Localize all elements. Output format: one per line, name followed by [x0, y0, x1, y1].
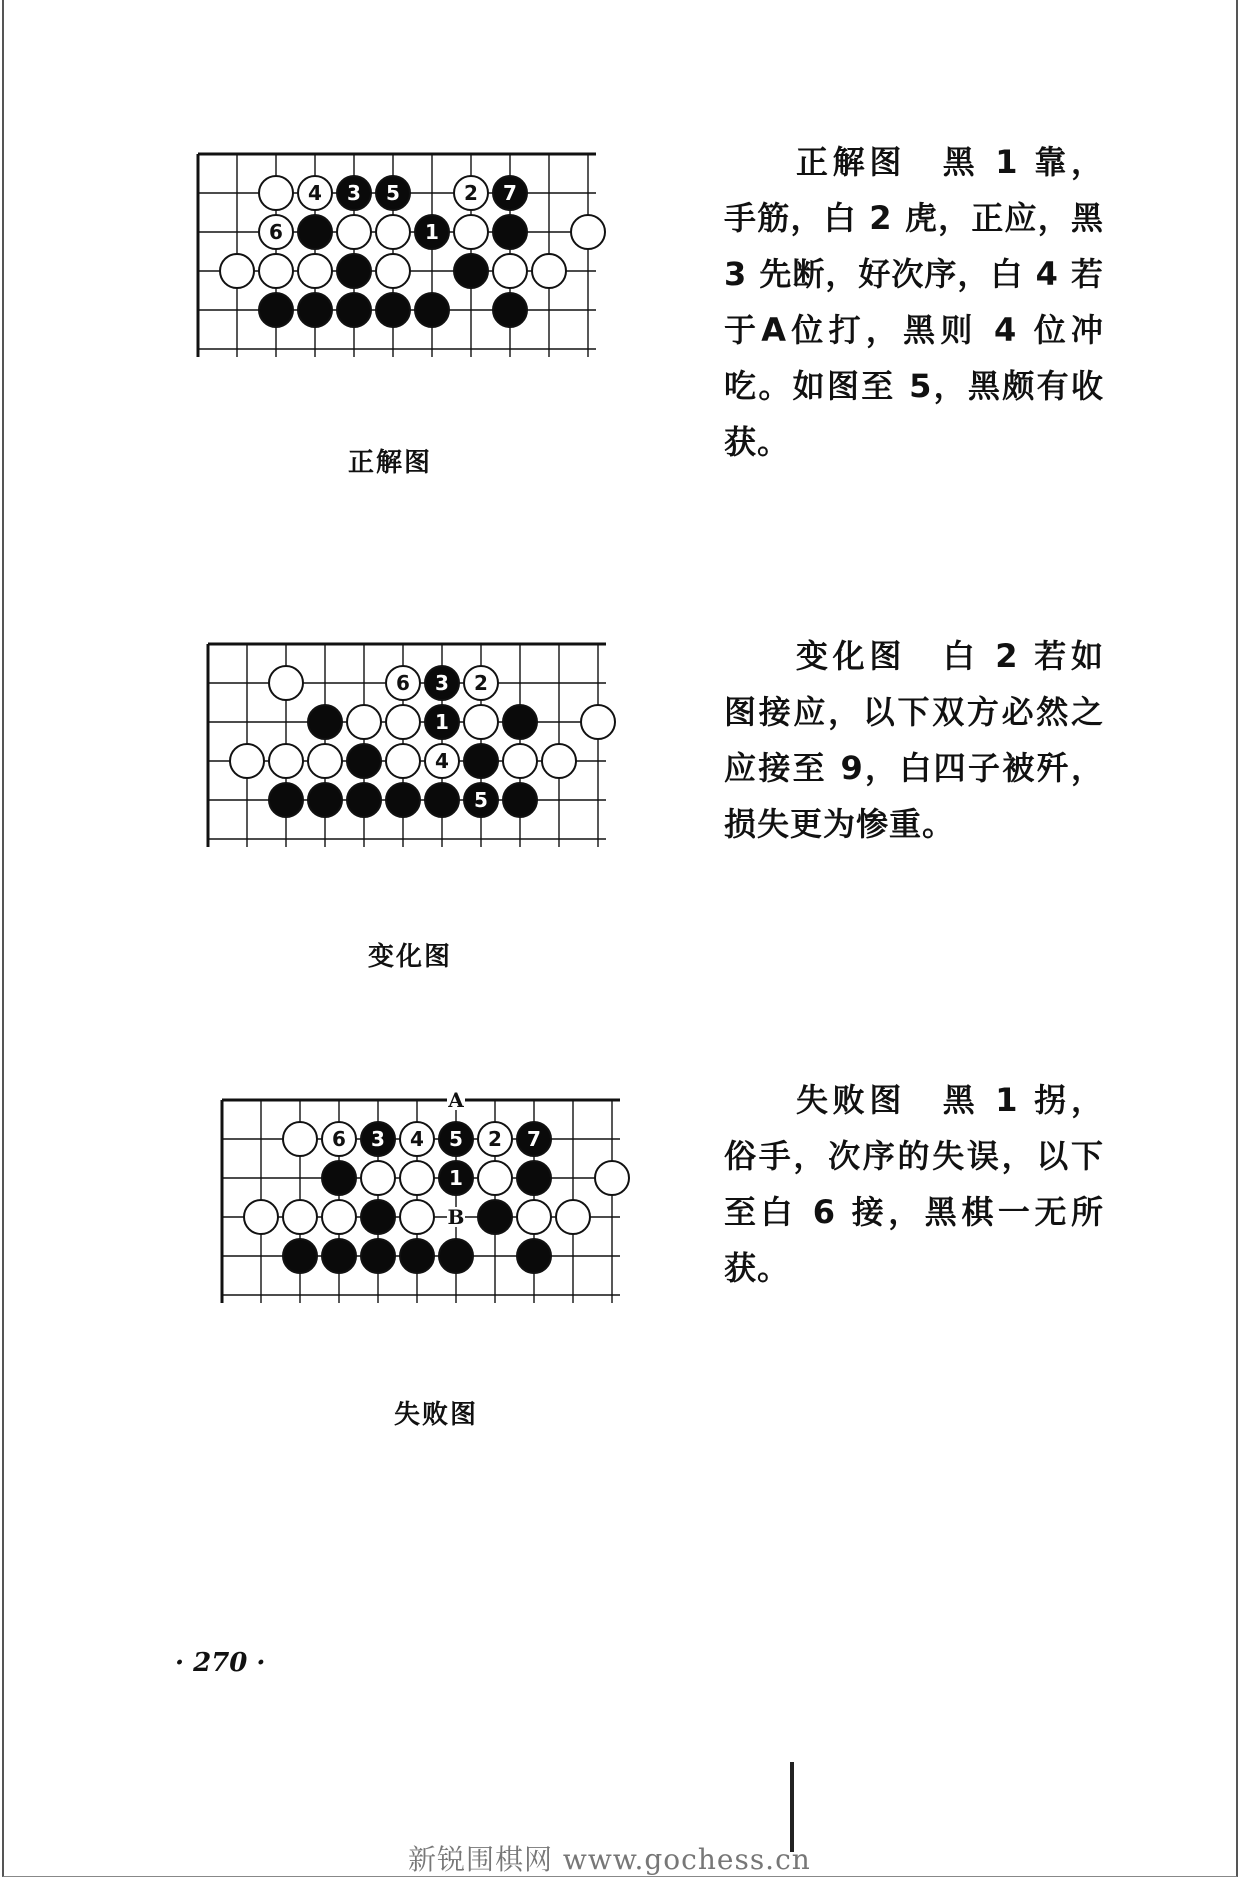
explanation-variation: 变化图 白 2 若如图接应，以下双方必然之应接至 9，白四子被歼，损失更为惨重。 — [724, 637, 1104, 843]
black-stone — [322, 1239, 356, 1273]
black-stone — [478, 1200, 512, 1234]
white-stone — [581, 705, 615, 739]
white-stone — [386, 705, 420, 739]
black-stone — [464, 744, 498, 778]
white-stone — [571, 215, 605, 249]
white-stone — [361, 1161, 395, 1195]
black-stone — [517, 1161, 551, 1195]
black-stone — [347, 744, 381, 778]
white-stone — [259, 254, 293, 288]
black-stone — [503, 783, 537, 817]
white-stone — [478, 1161, 512, 1195]
white-stone — [376, 215, 410, 249]
white-stone — [308, 744, 342, 778]
white-stone — [220, 254, 254, 288]
black-stone — [361, 1200, 395, 1234]
black-stone — [361, 1239, 395, 1273]
stone-move-number: 6 — [332, 1127, 346, 1151]
black-stone — [308, 783, 342, 817]
white-stone — [542, 744, 576, 778]
black-stone — [347, 783, 381, 817]
black-stone — [322, 1161, 356, 1195]
black-stone — [400, 1239, 434, 1273]
black-stone — [517, 1239, 551, 1273]
white-stone — [298, 254, 332, 288]
white-stone — [269, 666, 303, 700]
white-stone — [464, 705, 498, 739]
black-stone — [376, 293, 410, 327]
black-stone — [415, 293, 449, 327]
diagram-caption-failure: 失败图 — [394, 1400, 479, 1430]
black-stone — [308, 705, 342, 739]
black-stone — [259, 293, 293, 327]
white-stone — [337, 215, 371, 249]
stone-move-number: 7 — [503, 181, 517, 205]
go-board-svg-2 — [206, 640, 626, 900]
black-stone — [337, 293, 371, 327]
white-stone — [283, 1200, 317, 1234]
black-stone — [493, 215, 527, 249]
white-stone — [322, 1200, 356, 1234]
go-board-svg-3 — [220, 1088, 640, 1356]
stone-move-number: 6 — [269, 220, 283, 244]
watermark: 新锐围棋网 www.gochess.cn — [408, 1843, 811, 1876]
diagram-caption-variation: 变化图 — [368, 942, 453, 972]
black-stone — [269, 783, 303, 817]
white-stone — [503, 744, 537, 778]
black-stone — [337, 254, 371, 288]
stone-move-number: 2 — [488, 1127, 502, 1151]
white-stone — [400, 1161, 434, 1195]
stone-move-number: 4 — [435, 749, 449, 773]
white-stone — [230, 744, 264, 778]
white-stone — [556, 1200, 590, 1234]
black-stone — [283, 1239, 317, 1273]
stone-move-number: 1 — [449, 1166, 463, 1190]
stone-move-number: 2 — [464, 181, 478, 205]
white-stone — [283, 1122, 317, 1156]
stone-move-number: 2 — [474, 671, 488, 695]
stone-move-number: 1 — [435, 710, 449, 734]
stone-move-number: 3 — [371, 1127, 385, 1151]
white-stone — [493, 254, 527, 288]
white-stone — [532, 254, 566, 288]
black-stone — [298, 215, 332, 249]
diagram-caption-correct: 正解图 — [348, 448, 433, 478]
go-diagram-failure — [220, 1088, 640, 1356]
go-diagram-correct — [196, 150, 616, 410]
stone-move-number: 4 — [410, 1127, 424, 1151]
white-stone — [517, 1200, 551, 1234]
black-stone — [386, 783, 420, 817]
white-stone — [376, 254, 410, 288]
black-stone — [454, 254, 488, 288]
stone-move-number: 4 — [308, 181, 322, 205]
go-board-svg-1 — [196, 150, 616, 410]
stone-move-number: 5 — [386, 181, 400, 205]
stone-move-number: 5 — [449, 1127, 463, 1151]
stone-move-number: 7 — [527, 1127, 541, 1151]
black-stone — [298, 293, 332, 327]
stone-move-number: 3 — [435, 671, 449, 695]
stone-move-number: 6 — [396, 671, 410, 695]
black-stone — [493, 293, 527, 327]
black-stone — [425, 783, 459, 817]
page-number: · 270 · — [175, 1648, 266, 1678]
white-stone — [347, 705, 381, 739]
stone-move-number: 1 — [425, 220, 439, 244]
white-stone — [269, 744, 303, 778]
go-diagram-variation — [206, 640, 626, 900]
stone-move-number: 3 — [347, 181, 361, 205]
board-mark-label: B — [447, 1205, 465, 1229]
white-stone — [400, 1200, 434, 1234]
stone-move-number: 5 — [474, 788, 488, 812]
white-stone — [259, 176, 293, 210]
black-stone — [439, 1239, 473, 1273]
black-stone — [503, 705, 537, 739]
board-mark-label: A — [448, 1088, 464, 1112]
explanation-correct: 正解图 黑 1 靠，手筋，白 2 虎，正应，黑 3 先断，好次序，白 4 若于A位打，黑则 4 位冲吃。如图至 5，黑颇有收获。 — [724, 143, 1104, 461]
white-stone — [244, 1200, 278, 1234]
white-stone — [454, 215, 488, 249]
white-stone — [595, 1161, 629, 1195]
white-stone — [386, 744, 420, 778]
explanation-failure: 失败图 黑 1 拐，俗手，次序的失误，以下至白 6 接，黑棋一无所获。 — [724, 1081, 1104, 1287]
